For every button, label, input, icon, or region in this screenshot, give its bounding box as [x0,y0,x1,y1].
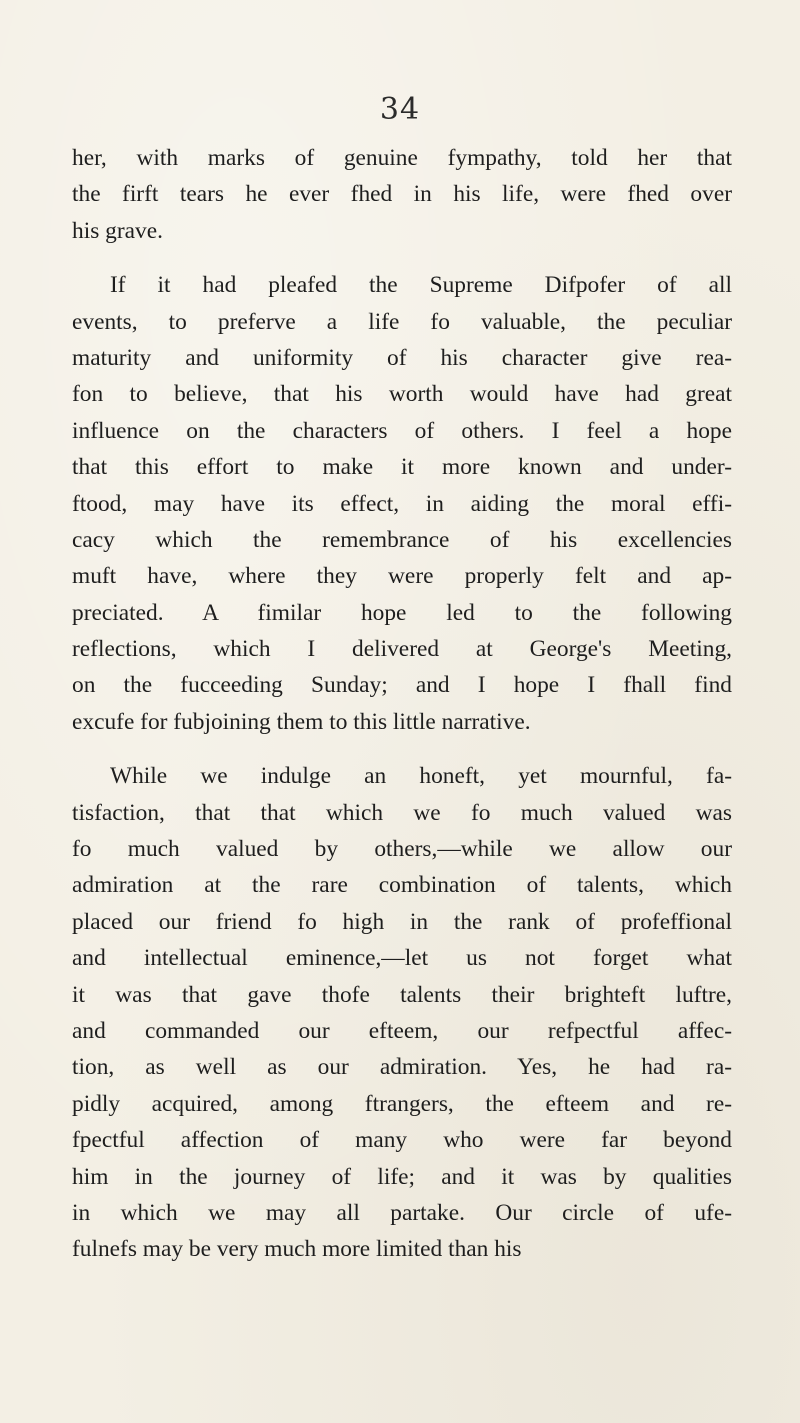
text-line: it was that gave thofe talents their brighteft luftre, [72,981,732,1008]
text-line: his grave. [72,217,163,244]
text-line: preciated. A fimilar hope led to the following [72,599,732,626]
text-line: admiration at the rare combination of talents, which [72,872,732,899]
text-line: events, to preferve a life fo valuable, the peculiar [72,308,732,335]
text-line: and commanded our efteem, our refpectful affec- [72,1017,732,1044]
text-line: fon to believe, that his worth would have had great [72,381,732,408]
text-line: him in the journey of life; and it was by qualities [72,1163,732,1190]
text-line: muft have, where they were properly felt and ap- [72,563,732,590]
text-line: tion, as well as our admiration. Yes, he had ra- [72,1054,732,1081]
text-line: reflections, which I delivered at George's Meeting, [72,636,732,663]
text-line: fo much valued by others,—while we allow our [72,836,732,863]
text-line: maturity and uniformity of his character give rea- [72,344,732,371]
text-line: in which we may all partake. Our circle of ufe- [72,1199,732,1226]
text-line: While we indulge an honeft, yet mournful, fa- [110,763,732,790]
paragraph [72,267,732,740]
text-line: and intellectual eminence,—let us not forget what [72,945,732,972]
text-line: that this effort to make it more known and under- [72,454,732,481]
text-line: placed our friend fo high in the rank of profeffional [72,908,732,935]
text-line: cacy which the remembrance of his excellencies [72,526,732,553]
text-line: ftood, may have its effect, in aiding the moral effi- [72,490,732,517]
text-line: excufe for fubjoining them to this little narrative. [72,708,531,735]
page-number: 34 [379,92,421,127]
text-line: her, with marks of genuine fympathy, told her that [72,145,732,171]
text-line: on the fucceeding Sunday; and I hope I fhall find [72,672,732,699]
text-line: pidly acquired, among ftrangers, the efteem and re- [72,1090,732,1117]
text-line: If it had pleafed the Supreme Difpofer of all [110,272,732,299]
body-text [72,140,732,1268]
text-line: the firft tears he ever fhed in his life, were fhed over [72,181,732,208]
text-line: influence on the characters of others. I feel a hope [72,417,732,444]
text-line: fulnefs may be very much more limited than his [72,1236,522,1263]
paragraph [72,758,732,1267]
paragraph [72,140,732,249]
text-line: tisfaction, that that which we fo much valued was [72,799,732,826]
text-line: fpectful affection of many who were far beyond [72,1127,732,1154]
